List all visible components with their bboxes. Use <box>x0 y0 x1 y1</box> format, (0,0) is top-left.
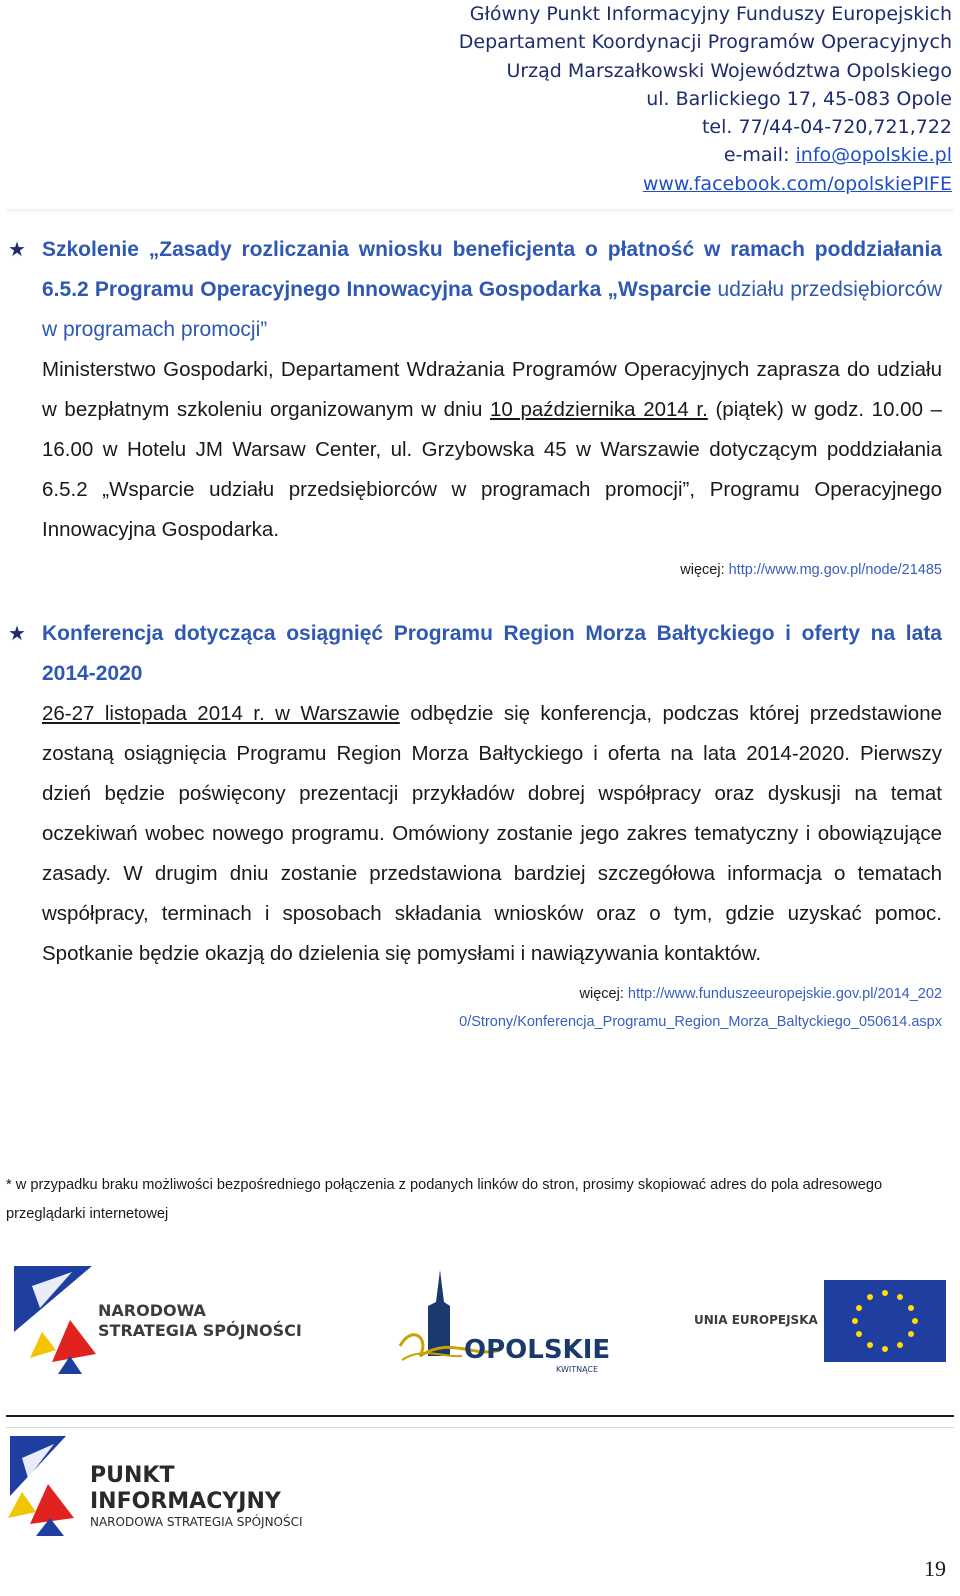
more-label: więcej: <box>579 986 628 1002</box>
header-line: ul. Barlickiego 17, 45-083 Opole <box>646 87 952 110</box>
pi-text-2: INFORMACYJNY <box>90 1489 281 1514</box>
news-title <box>42 614 942 694</box>
news-item <box>0 614 960 1036</box>
pi-text-3: NARODOWA STRATEGIA SPÓJNOŚCI <box>90 1515 303 1529</box>
footer-rule <box>6 1415 954 1417</box>
eu-flag-logo <box>694 1276 950 1366</box>
title-regular-part: udziału przedsiębiorców w programach promocji” <box>42 278 942 341</box>
header-divider <box>6 209 954 215</box>
news-title <box>42 230 942 350</box>
opolskie-sub: KWITNĄCE <box>556 1365 599 1374</box>
more-link-continued[interactable]: 0/Strony/Konferencja_Programu_Region_Morza_Baltyckiego_050614.aspx <box>459 1014 942 1030</box>
logo-strip <box>12 1262 950 1379</box>
more-link-line <box>42 556 942 584</box>
body-date: 10 października 2014 r. <box>490 398 708 421</box>
footnote: * w przypadku braku możliwości bezpośredniego połączenia z podanych linków do stron, prosimy skopiować adres do pola adresowego przeglądarki internetowej <box>6 1177 883 1222</box>
more-link-line <box>42 980 942 1036</box>
email-link[interactable]: info@opolskie.pl <box>795 144 952 167</box>
page-number: 19 <box>924 1556 946 1581</box>
news-body <box>42 694 942 974</box>
body-text: odbędzie się konferencja, podczas której przedstawione zostaną osiągnięcia Programu Region Morza Bałtyckiego i oferta na lata 2014-2020. Pierwszy dzień będzie poświęcony prezentacji przykładów dobrej współpracy oraz dyskusji na temat oczekiwań wobec nowego programu. Omówiony zostanie jego zakres tematyczny i obowiązujące zasady. W drugim dniu zostanie przedstawiona bardziej szczegółowa informacja o tematach współpracy, terminach i sposobach składania wniosków oraz o tym, gdzie uzyskać pomoc. Spotkanie będzie okazją do dzielenia się pomysłami i nawiązywania kontaktów. <box>42 702 942 965</box>
eu-text: UNIA EUROPEJSKA <box>694 1313 818 1327</box>
star-bullet-icon: ★ <box>8 239 26 261</box>
header-line: Urząd Marszałkowski Województwa Opolskiego <box>506 59 952 82</box>
opolskie-logo <box>392 1262 612 1379</box>
facebook-link[interactable]: www.facebook.com/opolskiePIFE <box>642 172 952 195</box>
contact-header <box>332 0 952 198</box>
nss-logo <box>12 1262 342 1379</box>
pi-text-1: PUNKT <box>90 1463 175 1488</box>
nss-text-1: NARODOWA <box>98 1301 206 1320</box>
news-item <box>0 230 960 584</box>
header-line: Departament Koordynacji Programów Operacyjnych <box>458 31 952 54</box>
header-line: Główny Punkt Informacyjny Funduszy Europejskich <box>469 3 952 25</box>
punkt-informacyjny-logo <box>6 1436 320 1536</box>
email-label: e-mail: <box>723 144 796 167</box>
header-line: tel. 77/44-04-720,721,722 <box>701 116 952 139</box>
email-line <box>332 141 952 169</box>
body-text: Ministerstwo Gospodarki, Departament Wdrażania Programów Operacyjnych zaprasza do udziału w bezpłatnym szkoleniu organizowanym w dniu <box>42 358 942 421</box>
nss-text-2: STRATEGIA SPÓJNOŚCI <box>98 1321 302 1340</box>
more-label: więcej: <box>680 562 729 578</box>
more-link[interactable]: http://www.funduszeeuropejskie.gov.pl/2014_202 <box>627 986 942 1002</box>
opolskie-text: OPOLSKIE <box>464 1335 611 1365</box>
news-body <box>42 350 942 550</box>
body-date: 26-27 listopada 2014 r. w Warszawie <box>42 702 400 725</box>
title-bold-part: Szkolenie „Zasady rozliczania wniosku beneficjenta o płatność w ramach poddziałania 6.5.2 Programu Operacyjnego Innowacyjna Gospodarka „Wsparcie <box>42 238 942 301</box>
body-text: (piątek) w godz. 10.00 – 16.00 w Hotelu JM Warsaw Center, ul. Grzybowska 45 w Warszawie dotyczącym poddziałania 6.5.2 „Wsparcie udziału przedsiębiorców w programach promocji”, Programu Operacyjnego Innowacyjna Gospodarka. <box>42 398 942 541</box>
footer-rule-light <box>6 1427 954 1428</box>
title-bold-part: Konferencja dotycząca osiągnięć Programu Region Morza Bałtyckiego i oferty na lata 2014-2020 <box>42 622 942 685</box>
star-bullet-icon: ★ <box>8 623 26 645</box>
facebook-line <box>332 170 952 198</box>
more-link[interactable]: http://www.mg.gov.pl/node/21485 <box>728 562 942 578</box>
news-list <box>0 230 960 1036</box>
